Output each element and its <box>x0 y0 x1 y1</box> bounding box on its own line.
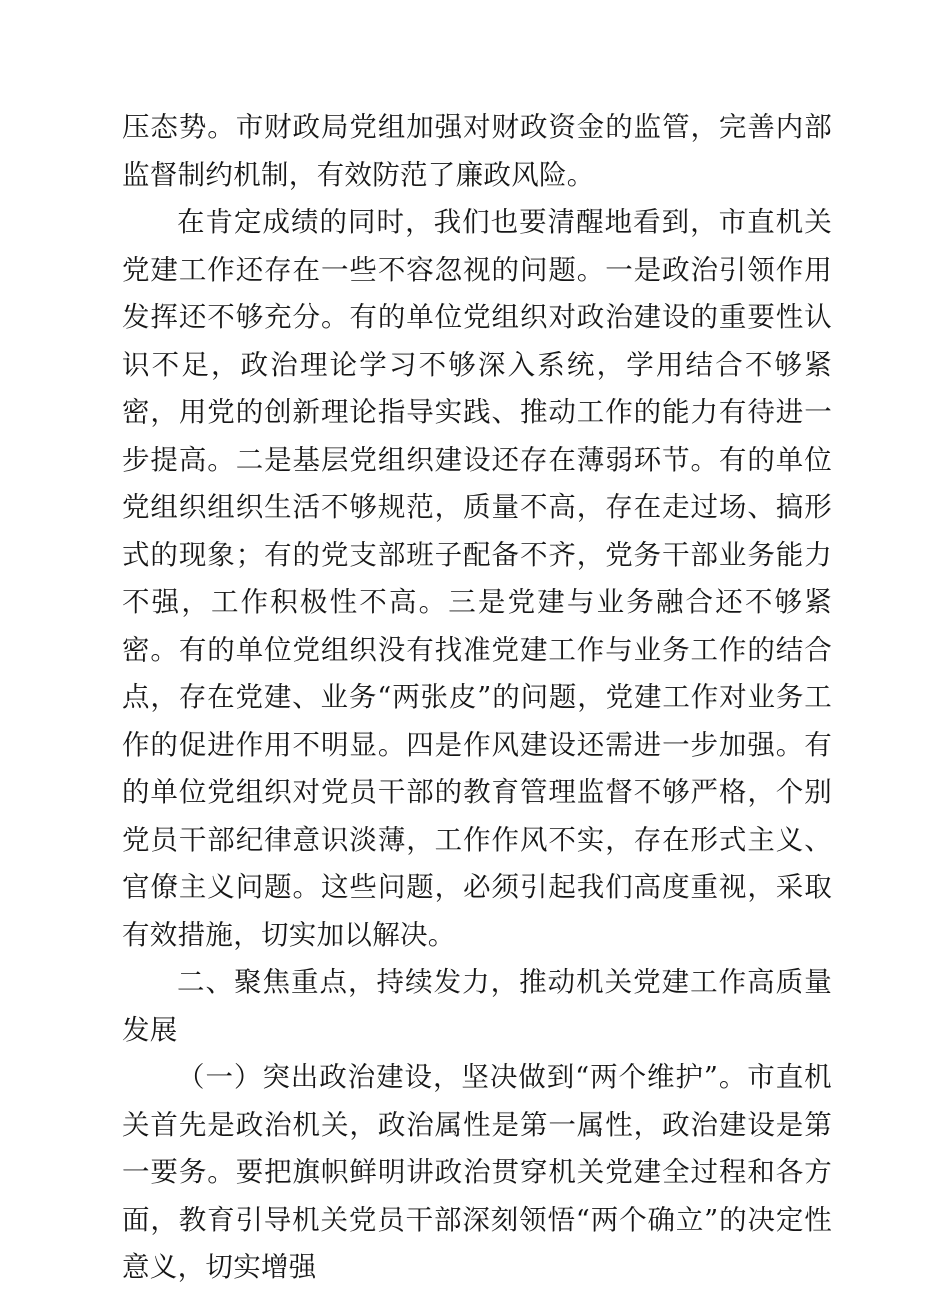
paragraph-3: （一）突出政治建设，坚决做到“两个维护”。市直机关首先是政治机关，政治属性是第一属性，政治建设是第一要务。要把旗帜鲜明讲政治贯穿机关党建全过程和各方面，教育引导机关党员干部深刻领悟“两个确立”的决定性意义，切实增强 <box>122 1061 832 1283</box>
paragraph-1: 压态势。市财政局党组加强对财政资金的监管，完善内部监督制约机制，有效防范了廉政风险。 <box>122 111 832 191</box>
section-heading-two: 二、聚焦重点，持续发力，推动机关党建工作高质量发展 <box>122 966 832 1046</box>
paragraph-2: 在肯定成绩的同时，我们也要清醒地看到，市直机关党建工作还存在一些不容忽视的问题。一是政治引领作用发挥还不够充分。有的单位党组织对政治建设的重要性认识不足，政治理论学习不够深入系统，学用结合不够紧密，用党的创新理论指导实践、推动工作的能力有待进一步提高。二是基层党组织建设还存在薄弱环节。有的单位党组织组织生活不够规范，质量不高，存在走过场、搞形式的现象；有的党支部班子配备不齐，党务干部业务能力不强，工作积极性不高。三是党建与业务融合还不够紧密。有的单位党组织没有找准党建工作与业务工作的结合点，存在党建、业务“两张皮”的问题，党建工作对业务工作的促进作用不明显。四是作风建设还需进一步加强。有的单位党组织对党员干部的教育管理监督不够严格，个别党员干部纪律意识淡薄，工作作风不实，存在形式主义、官僚主义问题。这些问题，必须引起我们高度重视，采取有效措施，切实加以解决。 <box>122 206 832 951</box>
document-body <box>122 104 832 1292</box>
